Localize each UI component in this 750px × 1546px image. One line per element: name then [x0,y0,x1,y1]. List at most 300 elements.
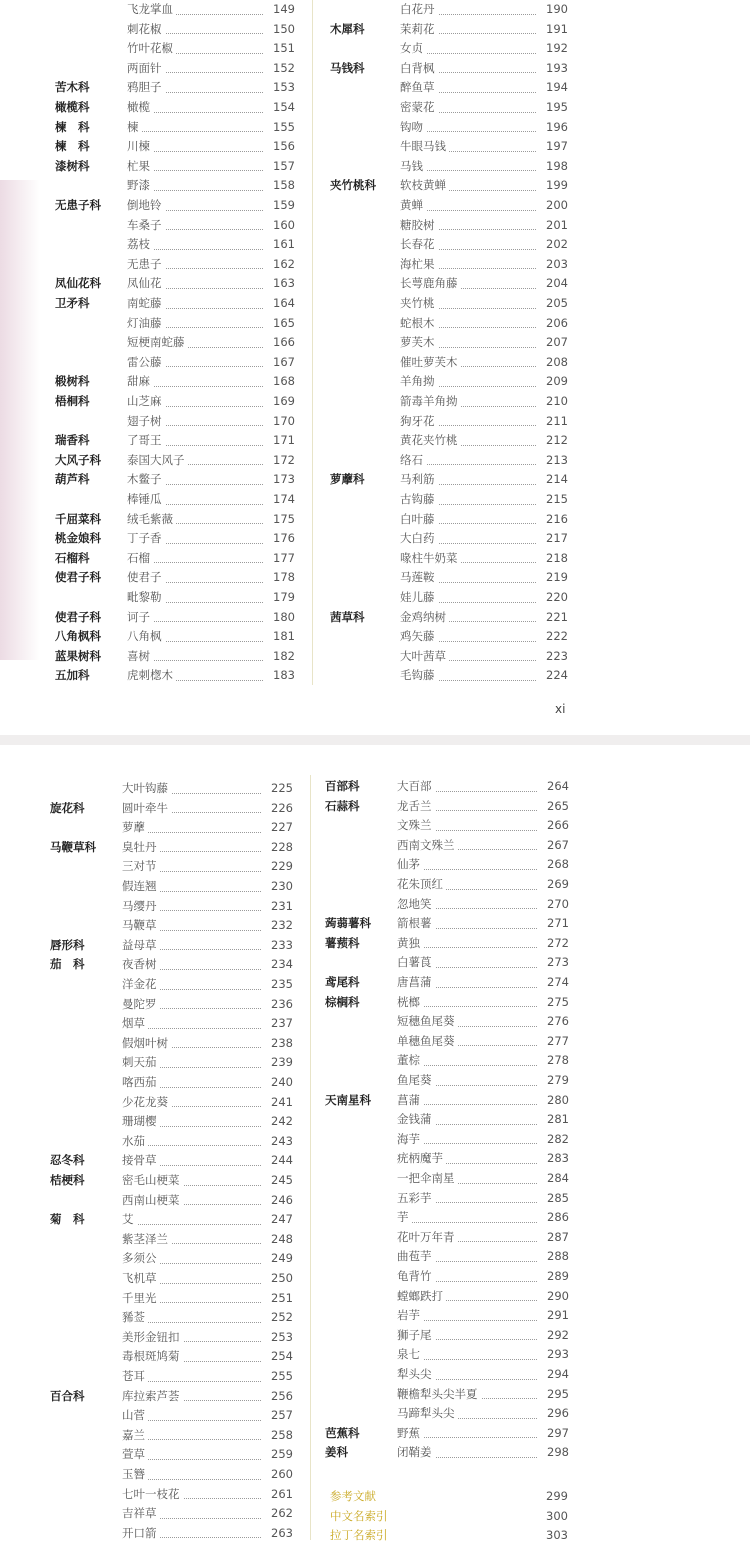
plant-name: 益母草 [122,936,160,956]
page-ref: 222 [536,627,568,647]
page-ref: 196 [536,118,568,138]
plant-name: 紫茎泽兰 [122,1230,171,1250]
family-name: 橄榄科 [55,100,90,114]
page-ref: 190 [536,0,568,20]
plant-name: 珊瑚樱 [122,1112,160,1132]
page-ref: 221 [536,608,568,628]
plant-name: 马蹄犁头尖 [397,1404,458,1424]
plant-name: 使君子 [127,568,165,588]
plant-name: 杧果 [127,157,153,177]
page-ref: 251 [261,1289,293,1309]
plant-name: 单穗鱼尾葵 [397,1032,458,1052]
page-ref: 193 [536,59,568,79]
page-ref: 284 [537,1169,569,1189]
plant-name: 羊角拗 [400,372,438,392]
plant-name: 诃子 [127,608,153,628]
toc-entry [325,1443,570,1463]
page-ref: 299 [536,1487,568,1507]
plant-name: 山菅 [122,1406,148,1426]
page-ref: 269 [537,875,569,895]
plant-name: 蛇根木 [400,314,438,334]
plant-name: 大叶钩藤 [122,779,171,799]
page-ref: 279 [537,1071,569,1091]
family-name: 葫芦科 [55,472,90,487]
page-ref: 161 [263,235,295,255]
family-name: 五加科 [55,668,90,683]
page-ref: 220 [536,588,568,608]
plant-name: 五彩芋 [397,1189,435,1209]
page-ref: 231 [261,897,293,917]
page-ref: 266 [537,816,569,836]
index-entry [330,1487,570,1507]
page-ref: 179 [263,588,295,608]
plant-name: 萝藦 [122,818,148,838]
toc-entry [50,1524,295,1544]
family-name: 梧桐科 [55,394,90,408]
family-name: 桔梗科 [50,1173,85,1187]
toc-page-2 [0,745,750,1546]
family-name: 天南星科 [325,1092,371,1107]
plant-name: 水茄 [122,1132,148,1152]
plant-name: 芋 [397,1208,412,1228]
page-ref: 164 [263,294,295,314]
page-ref: 172 [263,451,295,471]
family-name: 楝 科 [55,139,90,154]
plant-name: 唐菖蒲 [397,973,435,993]
plant-name: 马钱 [400,157,426,177]
plant-name: 野漆 [127,176,153,196]
page-ref: 209 [536,372,568,392]
page-ref: 208 [536,353,568,373]
family-name: 芭蕉科 [325,1425,360,1440]
page-ref: 171 [263,431,295,451]
plant-name: 车桑子 [127,216,165,236]
family-name: 菊 科 [50,1212,85,1227]
plant-name: 无患子 [127,255,165,275]
family-name: 千屈菜科 [55,511,101,526]
toc-entry [55,333,300,353]
family-name: 无患子科 [55,198,101,212]
family-name: 凤仙花科 [55,276,101,291]
page-ref: 192 [536,39,568,59]
page-ref: 245 [261,1171,293,1191]
plant-name: 龙舌兰 [397,797,435,817]
plant-name: 桄榔 [397,993,423,1013]
plant-name: 忽地笑 [397,895,435,915]
page-ref: 282 [537,1130,569,1150]
page-ref: 234 [261,955,293,975]
page-ref: 258 [261,1426,293,1446]
page-ref: 174 [263,490,295,510]
plant-name: 女贞 [400,39,426,59]
family-name: 桃金娘科 [55,531,101,546]
plant-name: 长春花 [400,235,438,255]
page-ref: 241 [261,1093,293,1113]
family-name: 八角枫科 [55,629,101,644]
family-name: 使君子科 [55,570,101,585]
page-ref: 285 [537,1189,569,1209]
page-ref: 271 [537,914,569,934]
plant-name: 两面针 [127,59,165,79]
plant-name: 萱草 [122,1445,148,1465]
plant-name: 苍耳 [122,1367,148,1387]
family-name: 苦木科 [55,80,90,95]
family-name: 忍冬科 [50,1153,85,1168]
plant-name: 川楝 [127,137,153,157]
page-ref: 227 [261,818,293,838]
plant-name: 豨莶 [122,1308,148,1328]
page-ref: 176 [263,529,295,549]
plant-name: 库拉索芦荟 [122,1387,183,1407]
page-ref: 256 [261,1387,293,1407]
page-ref: 181 [263,627,295,647]
plant-name: 犁头尖 [397,1365,435,1385]
page-ref: 180 [263,608,295,628]
page-ref: 150 [263,20,295,40]
plant-name: 狮子尾 [397,1326,435,1346]
page-ref: 232 [261,916,293,936]
family-name: 木犀科 [330,21,365,36]
plant-name: 催吐萝芙木 [400,353,461,373]
page-ref: 224 [536,666,568,686]
page-ref: 290 [537,1287,569,1307]
plant-name: 牛眼马钱 [400,137,449,157]
plant-name: 棒锤瓜 [127,490,165,510]
plant-name: 毗黎勒 [127,588,165,608]
plant-name: 短梗南蛇藤 [127,333,188,353]
plant-name: 鸡矢藤 [400,627,438,647]
page-ref: 168 [263,372,295,392]
page-ref: 275 [537,993,569,1013]
family-name: 卫矛科 [55,296,90,310]
family-name: 百合科 [50,1388,85,1403]
plant-name: 荔枝 [127,235,153,255]
page-ref: 233 [261,936,293,956]
plant-name: 毒根斑鸠菊 [122,1347,183,1367]
plant-name: 花朱顶红 [397,875,446,895]
page-ref: 242 [261,1112,293,1132]
plant-name: 海芋 [397,1130,423,1150]
plant-name: 雷公藤 [127,353,165,373]
page-ref: 157 [263,157,295,177]
family-name: 旋花科 [50,800,85,815]
family-name: 楝 科 [55,119,90,134]
plant-name: 竹叶花椒 [127,39,176,59]
plant-name: 烟草 [122,1014,148,1034]
page-ref: 207 [536,333,568,353]
page-ref: 149 [263,0,295,20]
page-ref: 211 [536,412,568,432]
plant-name: 螳螂跌打 [397,1287,446,1307]
page-ref: 268 [537,855,569,875]
plant-name: 飞机草 [122,1269,160,1289]
plant-name: 石榴 [127,549,153,569]
plant-name: 千里光 [122,1289,160,1309]
family-name: 茄 科 [50,957,85,972]
page-edge-tint [0,180,40,660]
page-ref: 267 [537,836,569,856]
plant-name: 翅子树 [127,412,165,432]
plant-name: 马鞭草 [122,916,160,936]
page-ref: 167 [263,353,295,373]
family-name: 夹竹桃科 [330,178,376,193]
plant-name: 古钩藤 [400,490,438,510]
plant-name: 假烟叶树 [122,1034,171,1054]
page-ref: 294 [537,1365,569,1385]
family-name: 鸢尾科 [325,975,360,989]
page-ref: 214 [536,470,568,490]
index-label: 中文名索引 [330,1507,391,1527]
family-name: 茜草科 [330,609,365,624]
plant-name: 接骨草 [122,1151,160,1171]
plant-name: 飞龙掌血 [127,0,176,20]
plant-name: 花叶万年青 [397,1228,458,1248]
plant-name: 泉七 [397,1345,423,1365]
plant-name: 金钱蒲 [397,1110,435,1130]
plant-name: 白薯莨 [397,953,435,973]
page-ref: 273 [537,953,569,973]
page-ref: 303 [536,1526,568,1546]
page-ref: 199 [536,176,568,196]
page-ref: 213 [536,451,568,471]
page-ref: 178 [263,568,295,588]
plant-name: 嘉兰 [122,1426,148,1446]
plant-name: 短穗鱼尾葵 [397,1012,458,1032]
page-ref: 204 [536,274,568,294]
family-name: 唇形科 [50,937,85,952]
page-ref: 272 [537,934,569,954]
plant-name: 文殊兰 [397,816,435,836]
plant-name: 曼陀罗 [122,995,160,1015]
page-ref: 295 [537,1385,569,1405]
page-ref: 300 [536,1507,568,1527]
plant-name: 了哥王 [127,431,165,451]
page-ref: 154 [263,98,295,118]
plant-name: 毛钩藤 [400,666,438,686]
plant-name: 闭鞘姜 [397,1443,435,1463]
family-name: 漆树科 [55,158,90,173]
page-ref: 155 [263,118,295,138]
plant-name: 长萼鹿角藤 [400,274,461,294]
page-ref: 191 [536,20,568,40]
page-ref: 153 [263,78,295,98]
family-name: 棕榈科 [325,994,360,1009]
page-ref: 291 [537,1306,569,1326]
page-ref: 229 [261,857,293,877]
page-gap [0,735,750,745]
plant-name: 大百部 [397,777,435,797]
plant-name: 臭牡丹 [122,838,160,858]
plant-name: 倒地铃 [127,196,165,216]
page-ref: 217 [536,529,568,549]
plant-name: 洋金花 [122,975,160,995]
plant-name: 艾 [122,1210,137,1230]
page-ref: 289 [537,1267,569,1287]
page-ref: 260 [261,1465,293,1485]
plant-name: 钩吻 [400,118,426,138]
page-ref: 288 [537,1247,569,1267]
family-name: 马鞭草科 [50,839,96,854]
family-name: 瑞香科 [55,433,90,448]
plant-name: 假连翘 [122,877,160,897]
plant-name: 开口箭 [122,1524,160,1544]
plant-name: 南蛇藤 [127,294,165,314]
page-ref: 200 [536,196,568,216]
toc-entry [55,666,300,686]
plant-name: 虎刺楤木 [127,666,176,686]
page-ref: 257 [261,1406,293,1426]
column-divider [310,775,311,1540]
plant-name: 马缨丹 [122,897,160,917]
page-ref: 230 [261,877,293,897]
page-ref: 248 [261,1230,293,1250]
family-name: 石榴科 [55,550,90,565]
page-ref: 238 [261,1034,293,1054]
plant-name: 金鸡纳树 [400,608,449,628]
page-ref: 262 [261,1504,293,1524]
page-ref: 237 [261,1014,293,1034]
page-ref: 197 [536,137,568,157]
plant-name: 夜香树 [122,955,160,975]
page-ref: 278 [537,1051,569,1071]
toc-entry [55,451,300,471]
plant-name: 吉祥草 [122,1504,160,1524]
family-name: 蒟蒻薯科 [325,916,371,931]
plant-name: 黄独 [397,934,423,954]
plant-name: 箭根薯 [397,914,435,934]
plant-name: 美形金钮扣 [122,1328,183,1348]
page-ref: 293 [537,1345,569,1365]
page-ref: 215 [536,490,568,510]
page-ref: 244 [261,1151,293,1171]
page-ref: 252 [261,1308,293,1328]
plant-name: 黄蝉 [400,196,426,216]
page-ref: 201 [536,216,568,236]
plant-name: 喜树 [127,647,153,667]
family-name: 马钱科 [330,60,365,75]
page-ref: 203 [536,255,568,275]
page-ref: 151 [263,39,295,59]
plant-name: 山芝麻 [127,392,165,412]
family-name: 使君子科 [55,609,101,624]
page-ref: 175 [263,510,295,530]
page-ref: 239 [261,1053,293,1073]
page-ref: 205 [536,294,568,314]
family-name: 姜科 [325,1445,348,1460]
plant-name: 夹竹桃 [400,294,438,314]
plant-name: 野蕉 [397,1424,423,1444]
plant-name: 橄榄 [127,98,153,118]
plant-name: 多须公 [122,1249,160,1269]
page-ref: 250 [261,1269,293,1289]
page-ref: 228 [261,838,293,858]
plant-name: 络石 [400,451,426,471]
plant-name: 玉簪 [122,1465,148,1485]
toc-page-1 [0,0,750,735]
page-ref: 255 [261,1367,293,1387]
index-entry [330,1507,570,1527]
plant-name: 楝 [127,118,142,138]
page-ref: 283 [537,1149,569,1169]
family-name: 椴树科 [55,374,90,389]
plant-name: 龟背竹 [397,1267,435,1287]
page-ref: 246 [261,1191,293,1211]
page-ref: 210 [536,392,568,412]
page-ref: 254 [261,1347,293,1367]
page-ref: 281 [537,1110,569,1130]
page-ref: 202 [536,235,568,255]
plant-name: 白叶藤 [400,510,438,530]
plant-name: 甜麻 [127,372,153,392]
page-ref: 276 [537,1012,569,1032]
plant-name: 刺天茄 [122,1053,160,1073]
plant-name: 丁子香 [127,529,165,549]
family-name: 石蒜科 [325,798,360,813]
page-ref: 235 [261,975,293,995]
plant-name: 鞭檐犁头尖半夏 [397,1385,481,1405]
plant-name: 一把伞南星 [397,1169,458,1189]
page-ref: 195 [536,98,568,118]
plant-name: 三对节 [122,857,160,877]
plant-name: 马莲鞍 [400,568,438,588]
plant-name: 娃儿藤 [400,588,438,608]
page-ref: 297 [537,1424,569,1444]
page-ref: 218 [536,549,568,569]
plant-name: 西南山梗菜 [122,1191,183,1211]
page-ref: 263 [261,1524,293,1544]
page-ref: 261 [261,1485,293,1505]
page-ref: 298 [537,1443,569,1463]
plant-name: 马利筋 [400,470,438,490]
plant-name: 仙茅 [397,855,423,875]
plant-name: 萝芙木 [400,333,438,353]
plant-name: 八角枫 [127,627,165,647]
plant-name: 西南文殊兰 [397,836,458,856]
page-ref: 265 [537,797,569,817]
page-ref: 194 [536,78,568,98]
plant-name: 喀西茄 [122,1073,160,1093]
page-ref: 270 [537,895,569,915]
page-ref: 162 [263,255,295,275]
page-ref: 287 [537,1228,569,1248]
page-ref: 170 [263,412,295,432]
plant-name: 菖蒲 [397,1091,423,1111]
page-ref: 259 [261,1445,293,1465]
plant-name: 黄花夹竹桃 [400,431,461,451]
plant-name: 醉鱼草 [400,78,438,98]
plant-name: 糖胶树 [400,216,438,236]
plant-name: 泰国大风子 [127,451,188,471]
page-ref: 223 [536,647,568,667]
family-name: 大风子科 [55,452,101,467]
plant-name: 喙柱牛奶菜 [400,549,461,569]
plant-name: 茉莉花 [400,20,438,40]
plant-name: 七叶一枝花 [122,1485,183,1505]
plant-name: 大白药 [400,529,438,549]
page-ref: 152 [263,59,295,79]
page-ref: 226 [261,799,293,819]
toc-entry [330,666,570,686]
plant-name: 密毛山梗菜 [122,1171,183,1191]
page-ref: 277 [537,1032,569,1052]
plant-name: 海杧果 [400,255,438,275]
plant-name: 董棕 [397,1051,423,1071]
page-ref: 183 [263,666,295,686]
plant-name: 软枝黄蝉 [400,176,449,196]
family-name: 薯蓣科 [325,935,360,950]
page-ref: 158 [263,176,295,196]
plant-name: 圆叶牵牛 [122,799,171,819]
